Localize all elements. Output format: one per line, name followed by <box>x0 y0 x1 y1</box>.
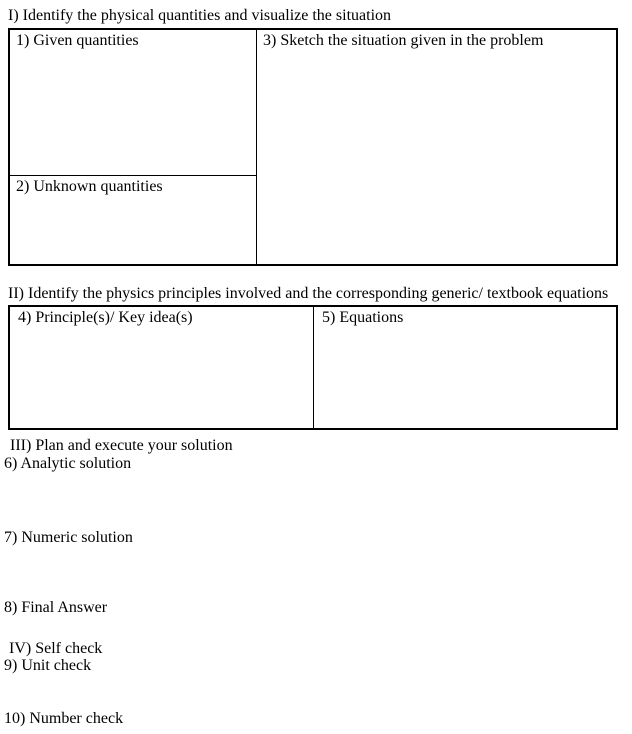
sketch-label: 3) Sketch the situation given in the problem <box>263 32 544 49</box>
given-quantities-cell[interactable] <box>10 30 256 176</box>
number-check-label: 10) Number check <box>4 710 124 727</box>
unknown-quantities-label: 2) Unknown quantities <box>16 178 163 195</box>
given-quantities-label: 1) Given quantities <box>16 32 139 49</box>
sketch-cell[interactable] <box>257 30 616 264</box>
section-ii-table <box>8 305 618 430</box>
section-i-heading: I) Identify the physical quantities and visualize the situation <box>8 7 392 24</box>
section-ii-heading: II) Identify the physics principles involved and the corresponding generic/ textbook equations <box>8 285 609 302</box>
section-i-table <box>8 28 618 266</box>
equations-label: 5) Equations <box>322 309 404 326</box>
equations-cell[interactable] <box>314 307 616 428</box>
analytic-solution-label: 6) Analytic solution <box>4 455 132 472</box>
principles-label: 4) Principle(s)/ Key idea(s) <box>18 309 193 326</box>
section-iii-heading: III) Plan and execute your solution <box>10 437 233 454</box>
final-answer-label: 8) Final Answer <box>4 599 108 616</box>
principles-cell[interactable] <box>10 307 314 428</box>
unit-check-label: 9) Unit check <box>4 657 92 674</box>
section-iv-heading: IV) Self check <box>9 640 103 657</box>
numeric-solution-label: 7) Numeric solution <box>4 529 133 546</box>
unknown-quantities-cell[interactable] <box>10 176 256 264</box>
section-i-left-column <box>10 30 257 264</box>
